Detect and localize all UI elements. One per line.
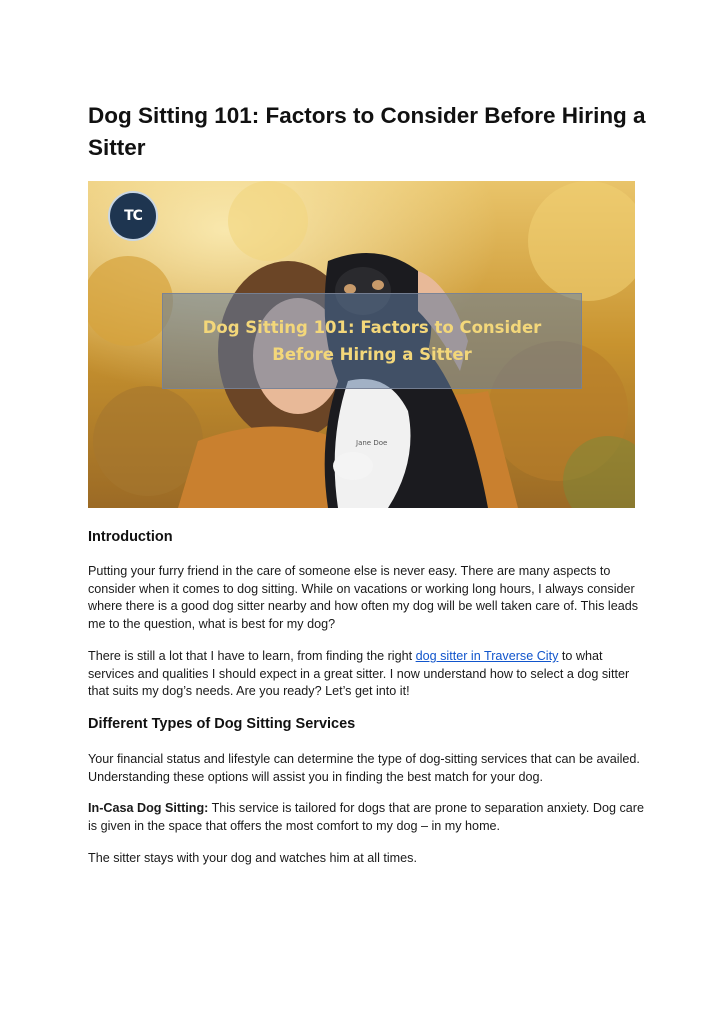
hero-caption: Jane Doe: [356, 439, 388, 447]
hero-image: [88, 181, 635, 508]
section-heading-introduction: Introduction: [88, 529, 173, 545]
page-title: Dog Sitting 101: Factors to Consider Before Hiring a Sitter: [88, 103, 646, 160]
hero-overlay-title: Dog Sitting 101: Factors to Consider Before Hiring a Sitter: [162, 293, 582, 389]
intro-paragraph-2-text-end: to what services and qualities I should expect in a great sitter. I now understand how to select a dog sitter that suits my dog’s needs. Are you ready? Let’s get into it!: [88, 649, 630, 698]
in-casa-paragraph: [88, 800, 648, 835]
dog-sitter-traverse-city-link[interactable]: dog sitter in Traverse City: [415, 649, 559, 663]
types-paragraph-1: Your financial status and lifestyle can determine the type of dog-sitting services that can be availed. Understanding these options will assist you in finding the best match for your dog.: [88, 752, 640, 784]
intro-paragraph-2-text-start: There is still a lot that I have to learn, from finding the right: [88, 649, 416, 663]
intro-paragraph-1: Putting your furry friend in the care of someone else is never easy. There are many aspects to consider when it comes to dog sitting. While on vacations or working long hours, I always consider where there is a good dog sitter nearby and how often my dog will be well taken care of. This leads me to the question, what is best for my dog?: [88, 564, 639, 631]
sitter-stays-paragraph: The sitter stays with your dog and watches him at all times.: [88, 851, 417, 865]
intro-paragraph-2: [88, 648, 648, 701]
section-heading-types: Different Types of Dog Sitting Services: [88, 716, 356, 732]
brand-logo: [108, 191, 158, 241]
in-casa-label: In-Casa Dog Sitting:: [88, 801, 209, 815]
in-casa-text: This service is tailored for dogs that are prone to separation anxiety. Dog care is given in the space that offers the most comfort to my dog – in my home.: [88, 801, 644, 833]
brand-logo-text: TC: [124, 208, 142, 224]
